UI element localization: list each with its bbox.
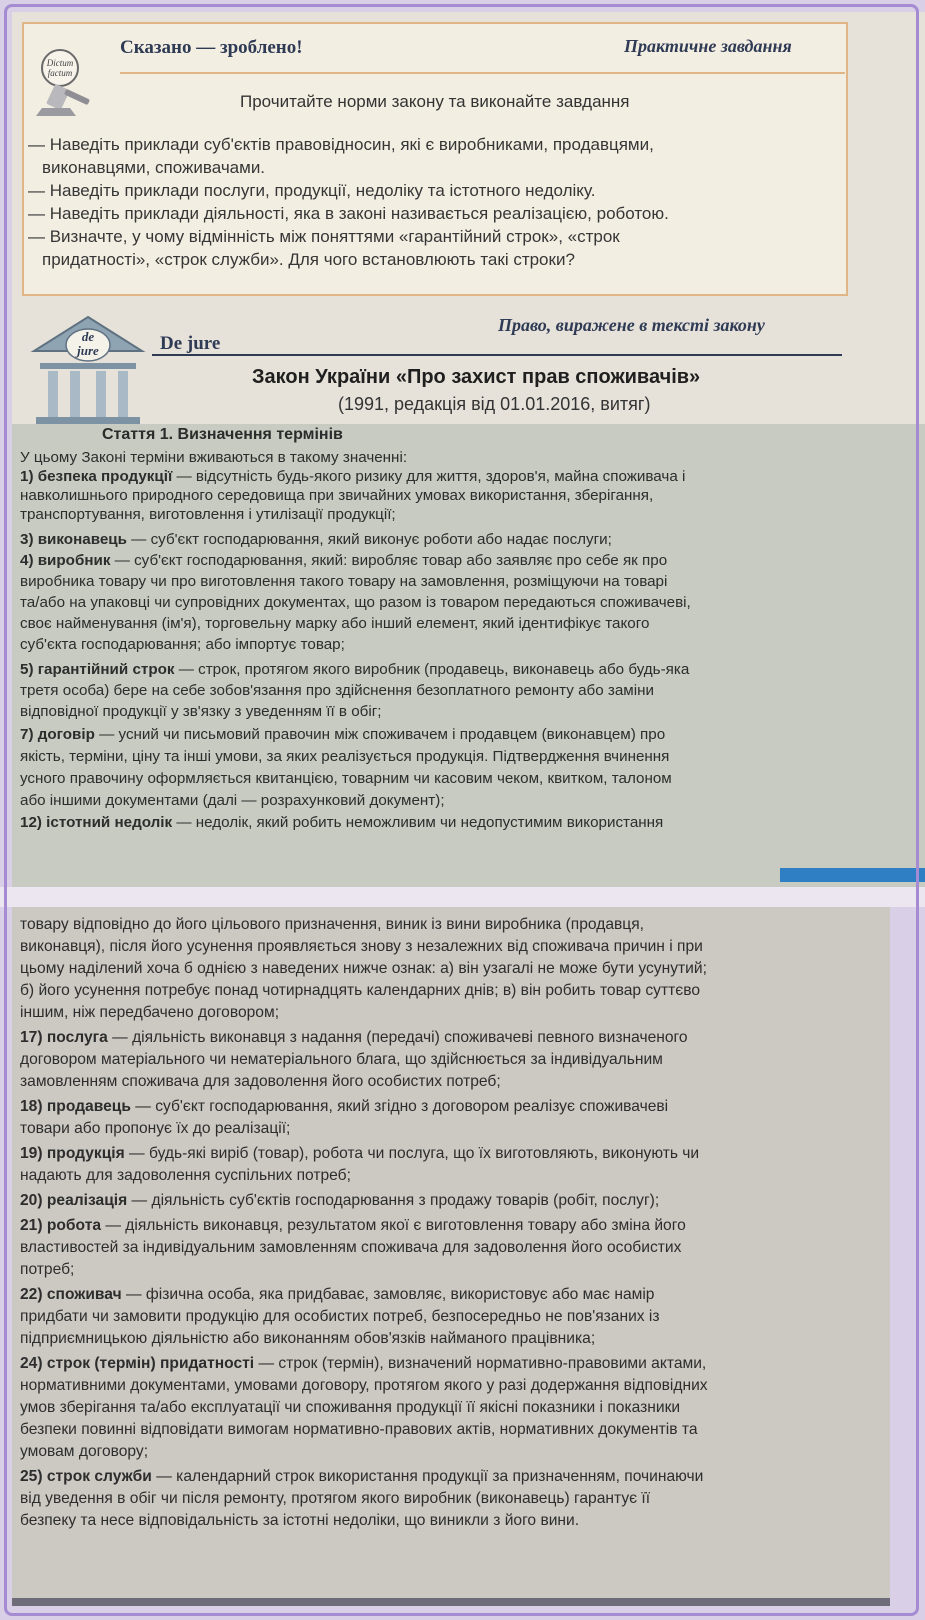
- law-line: умов зберігання та/або експлуатації чи споживання продукції її якісні показники і показники: [20, 1399, 681, 1416]
- law-line: своє найменування (ім'я), торговельну марку або інший елемент, який ідентифікує такого: [20, 615, 650, 632]
- icon-text-factum: factum: [47, 68, 73, 78]
- law-line: 18) продавець — суб'єкт господарювання, який згідно з договором реалізує споживачеві: [20, 1098, 669, 1115]
- task-line: — Наведіть приклади послуги, продукції, недоліку та істотного недоліку.: [28, 181, 596, 200]
- law-line: 12) істотний недолік — недолік, який робить неможливим чи недопустимим використання: [20, 814, 664, 831]
- law-line: 24) строк (термін) придатності — строк (термін), визначений нормативно-правовими актами,: [20, 1355, 707, 1372]
- law-line: третя особа) бере на себе зобов'язання про здійснення безоплатного ремонту або заміни: [20, 682, 654, 699]
- law-line: навколишнього природного середовища при звичайних умовах використання, зберігання,: [20, 487, 654, 504]
- law-line: товари або пропонує їх до реалізації;: [20, 1120, 291, 1137]
- law-line: б) його усунення потребує понад чотирнадцять календарних днів; в) він робить товар суттєво: [20, 982, 700, 999]
- law-line: замовленням споживача для задоволення його особистих потреб;: [20, 1073, 501, 1090]
- law-line: придбати чи замовити продукцію для особистих потреб, безпосередньо не пов'язаних із: [20, 1308, 660, 1325]
- icon-text-de: de: [81, 329, 95, 344]
- law-line: 7) договір — усний чи письмовий правочин між споживачем і продавцем (виконавцем) про: [20, 726, 666, 743]
- law-line: потреб;: [20, 1261, 75, 1278]
- law-line: та/або на упаковці чи супровідних документах, що разом із товаром передаються споживачеві,: [20, 594, 691, 611]
- article-title: Стаття 1. Визначення термінів: [102, 426, 343, 443]
- image-frame: [4, 4, 919, 1616]
- practical-heading-right: Практичне завдання: [624, 36, 792, 56]
- law-line: безпеки повинні відповідати вимогам нормативно-правових актів, нормативних документів та: [20, 1421, 698, 1438]
- law-line: У цьому Законі терміни вживаються в такому значенні:: [20, 449, 408, 466]
- law-line: підприємницькою діяльністю або виконанням обов'язків найманого працівника;: [20, 1330, 596, 1347]
- law-line: 4) виробник — суб'єкт господарювання, який: виробляє товар або заявляє про себе як про: [20, 552, 668, 569]
- law-line: безпеку та несе відповідальність за істотні недоліки, що виникли з його вини.: [20, 1512, 580, 1529]
- dejure-heading: De jure: [160, 333, 221, 354]
- law-line: 19) продукція — будь-які виріб (товар), робота чи послуга, що їх виготовляють, виконують чи: [20, 1145, 700, 1162]
- law-line: 22) споживач — фізична особа, яка придбаває, замовляє, використовує або має намір: [20, 1286, 655, 1303]
- law-line: 21) робота — діяльність виконавця, результатом якої є виготовлення товару або зміна його: [20, 1217, 686, 1234]
- law-line: 20) реалізація — діяльність суб'єктів господарювання з продажу товарів (робіт, послуг);: [20, 1192, 660, 1209]
- law-line: 17) послуга — діяльність виконавця з надання (передачі) споживачеві певного визначеного: [20, 1029, 688, 1046]
- law-line: від уведення в обіг чи після ремонту, протягом якого виробник (виконавець) гарантує її: [20, 1490, 651, 1507]
- law-line: виконавця), після його усунення проявляється знову з незалежних від споживача причин і при: [20, 938, 703, 955]
- icon-text-jure: jure: [77, 343, 99, 358]
- law-line: товару відповідно до його цільового призначення, виник із вини виробника (продавця,: [20, 916, 645, 933]
- law-line: виробника товару чи про виготовлення такого товару на замовлення, розміщуючи на товарі: [20, 573, 668, 590]
- task-line: — Наведіть приклади суб'єктів правовідносин, які є виробниками, продавцями,: [28, 135, 654, 154]
- dejure-heading-right: Право, виражене в тексті закону: [498, 315, 765, 335]
- law-line: нормативними документами, умовами договору, протягом якого у разі додержання відповідних: [20, 1377, 708, 1394]
- task-line: придатності», «строк служби». Для чого встановлюють такі строки?: [42, 250, 575, 269]
- practical-heading: Сказано — зроблено!: [120, 37, 303, 58]
- law-line: 5) гарантійний строк — строк, протягом якого виробник (продавець, виконавець або будь-яка: [20, 661, 690, 678]
- icon-text-dictum: Dictum: [46, 58, 74, 68]
- task-line: — Визначте, у чому відмінність між поняттями «гарантійний строк», «строк: [28, 227, 620, 246]
- law-line: іншим, ніж передбачено договором;: [20, 1004, 280, 1021]
- law-line: відповідної продукції у зв'язку з уведенням її в обіг;: [20, 703, 382, 720]
- law-title: Закон України «Про захист прав споживачів»: [252, 366, 701, 388]
- law-line: умовам договору;: [20, 1443, 149, 1460]
- law-line: суб'єкта господарювання; або імпортує товар;: [20, 636, 345, 653]
- law-line: договором матеріального чи нематеріального блага, що здійснюється за індивідуальним: [20, 1051, 663, 1068]
- law-line: цьому наділений хоча б однією з наведених нижче ознак: а) він узагалі не може бути усунутий;: [20, 960, 707, 977]
- law-line: транспортування, виготовлення і утилізації продукції;: [20, 506, 396, 523]
- practical-subtitle: Прочитайте норми закону та виконайте завдання: [240, 92, 630, 111]
- law-line: якість, терміни, ціну та інші умови, за яких реалізується продукція. Підтвердження вчинення: [20, 748, 670, 765]
- law-line: усного правочину оформляється квитанцією, товарним чи касовим чеком, квитком, талоном: [20, 770, 672, 787]
- law-line: властивостей за індивідуальним замовленням споживача для задоволення його особистих: [20, 1239, 682, 1256]
- law-subtitle: (1991, редакція від 01.01.2016, витяг): [338, 394, 651, 414]
- law-line: або іншими документами (далі — розрахунковий документ);: [20, 792, 445, 809]
- law-line: 1) безпека продукції — відсутність будь-якого ризику для життя, здоров'я, майна споживача і: [20, 468, 686, 485]
- law-line: надають для задоволення суспільних потреб;: [20, 1167, 351, 1184]
- law-line: 25) строк служби — календарний строк використання продукції за призначенням, починаючи: [20, 1468, 704, 1485]
- task-line: — Наведіть приклади діяльності, яка в законі називається реалізацією, роботою.: [28, 204, 669, 223]
- law-line: 3) виконавець — суб'єкт господарювання, який виконує роботи або надає послуги;: [20, 531, 612, 548]
- task-line: виконавцями, споживачами.: [42, 158, 266, 177]
